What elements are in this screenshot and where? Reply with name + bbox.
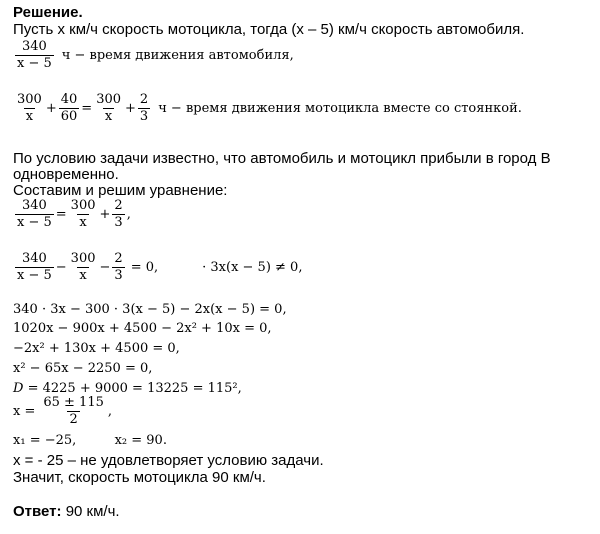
condition-line-2: одновременно.	[13, 166, 119, 183]
fraction-denominator: x	[79, 215, 87, 230]
fraction-numerator: 340	[21, 251, 47, 266]
discriminant-label: D	[13, 381, 24, 396]
fraction-numerator: 2	[139, 92, 149, 107]
operator: =	[55, 207, 67, 222]
answer-label: Ответ:	[13, 503, 62, 520]
operator: =	[81, 101, 93, 116]
intro-line: Пусть x км/ч скорость мотоцикла, тогда (x – 5) км/ч скорость автомобиля.	[13, 21, 525, 38]
root-2-label: x₂	[114, 433, 128, 448]
equation-1	[13, 199, 131, 230]
fraction-numerator: 40	[60, 92, 78, 107]
fraction-numerator: 340	[21, 198, 47, 213]
root-2-value: = 90.	[131, 433, 167, 448]
operator: +	[125, 101, 136, 116]
domain-note: · 3x(x − 5) ≠ 0,	[202, 260, 303, 275]
fraction-denominator: 3	[114, 268, 123, 283]
reject-line: x = - 25 – не удовлетворяет условию задачи.	[13, 452, 324, 469]
fraction-denominator: x − 5	[17, 268, 52, 283]
fraction	[69, 252, 98, 283]
fraction-numerator: 2	[114, 198, 123, 213]
operator: +	[45, 101, 57, 116]
conclusion-line: Значит, скорость мотоцикла 90 км/ч.	[13, 469, 266, 486]
step-line: −2x² + 130x + 4500 = 0,	[13, 341, 180, 356]
moto-time-line	[13, 93, 522, 124]
fraction-denominator: 3	[114, 215, 123, 230]
step-line: 340 · 3x − 300 · 3(x − 5) − 2x(x − 5) = 0,	[13, 302, 287, 317]
fraction-denominator: 3	[139, 109, 149, 124]
condition-line-3: Составим и решим уравнение:	[13, 182, 228, 199]
root-1-label: x₁	[13, 433, 26, 448]
fraction-numerator: 300	[70, 251, 96, 266]
moto-time-text: ч − время движения мотоцикла вместе со стоянкой.	[158, 101, 522, 116]
fraction	[15, 252, 54, 283]
car-time-line	[13, 40, 294, 71]
discriminant-value: = 4225 + 9000 = 13225 = 115²,	[27, 381, 242, 396]
fraction	[41, 396, 106, 427]
punctuation: ,	[126, 207, 131, 222]
fraction	[15, 199, 54, 230]
operator: −	[99, 260, 111, 275]
fraction	[112, 252, 124, 283]
fraction	[94, 93, 123, 124]
fraction-denominator: x − 5	[17, 215, 52, 230]
fraction-numerator: 300	[96, 92, 122, 107]
equation-2	[13, 252, 302, 283]
car-time-text: ч − время движения автомобиля,	[61, 48, 294, 63]
fraction	[112, 199, 124, 230]
operator: −	[55, 260, 67, 275]
roots-lhs: x =	[13, 404, 36, 419]
step-line: x² − 65x − 2250 = 0,	[13, 361, 153, 376]
equation-rhs: = 0,	[130, 260, 159, 275]
solution-heading: Решение.	[13, 4, 83, 21]
fraction	[138, 93, 150, 124]
fraction-denominator: x	[79, 268, 87, 283]
fraction-numerator: 2	[114, 251, 123, 266]
fraction-denominator: 2	[69, 412, 78, 427]
fraction-denominator: 60	[60, 109, 78, 124]
root-1-value: = −25,	[29, 433, 77, 448]
car-time-fraction	[15, 40, 54, 71]
fraction	[15, 93, 44, 124]
operator: +	[99, 207, 111, 222]
roots-line	[13, 432, 167, 449]
roots-formula	[13, 396, 112, 427]
fraction-denominator: x	[25, 109, 34, 124]
fraction-denominator: x − 5	[17, 56, 52, 71]
punctuation: ,	[107, 404, 113, 419]
fraction-numerator: 300	[70, 198, 96, 213]
fraction-numerator: 340	[21, 39, 47, 54]
fraction	[69, 199, 98, 230]
answer-line	[13, 503, 120, 520]
answer-value: 90 км/ч.	[65, 503, 120, 520]
fraction-denominator: x	[104, 109, 113, 124]
fraction-numerator: 65 ± 115	[43, 395, 104, 410]
condition-line-1: По условию задачи известно, что автомобиль и мотоцикл прибыли в город В	[13, 150, 551, 167]
step-line: 1020x − 900x + 4500 − 2x² + 10x = 0,	[13, 321, 272, 336]
fraction-numerator: 300	[17, 92, 42, 107]
fraction	[59, 93, 80, 124]
